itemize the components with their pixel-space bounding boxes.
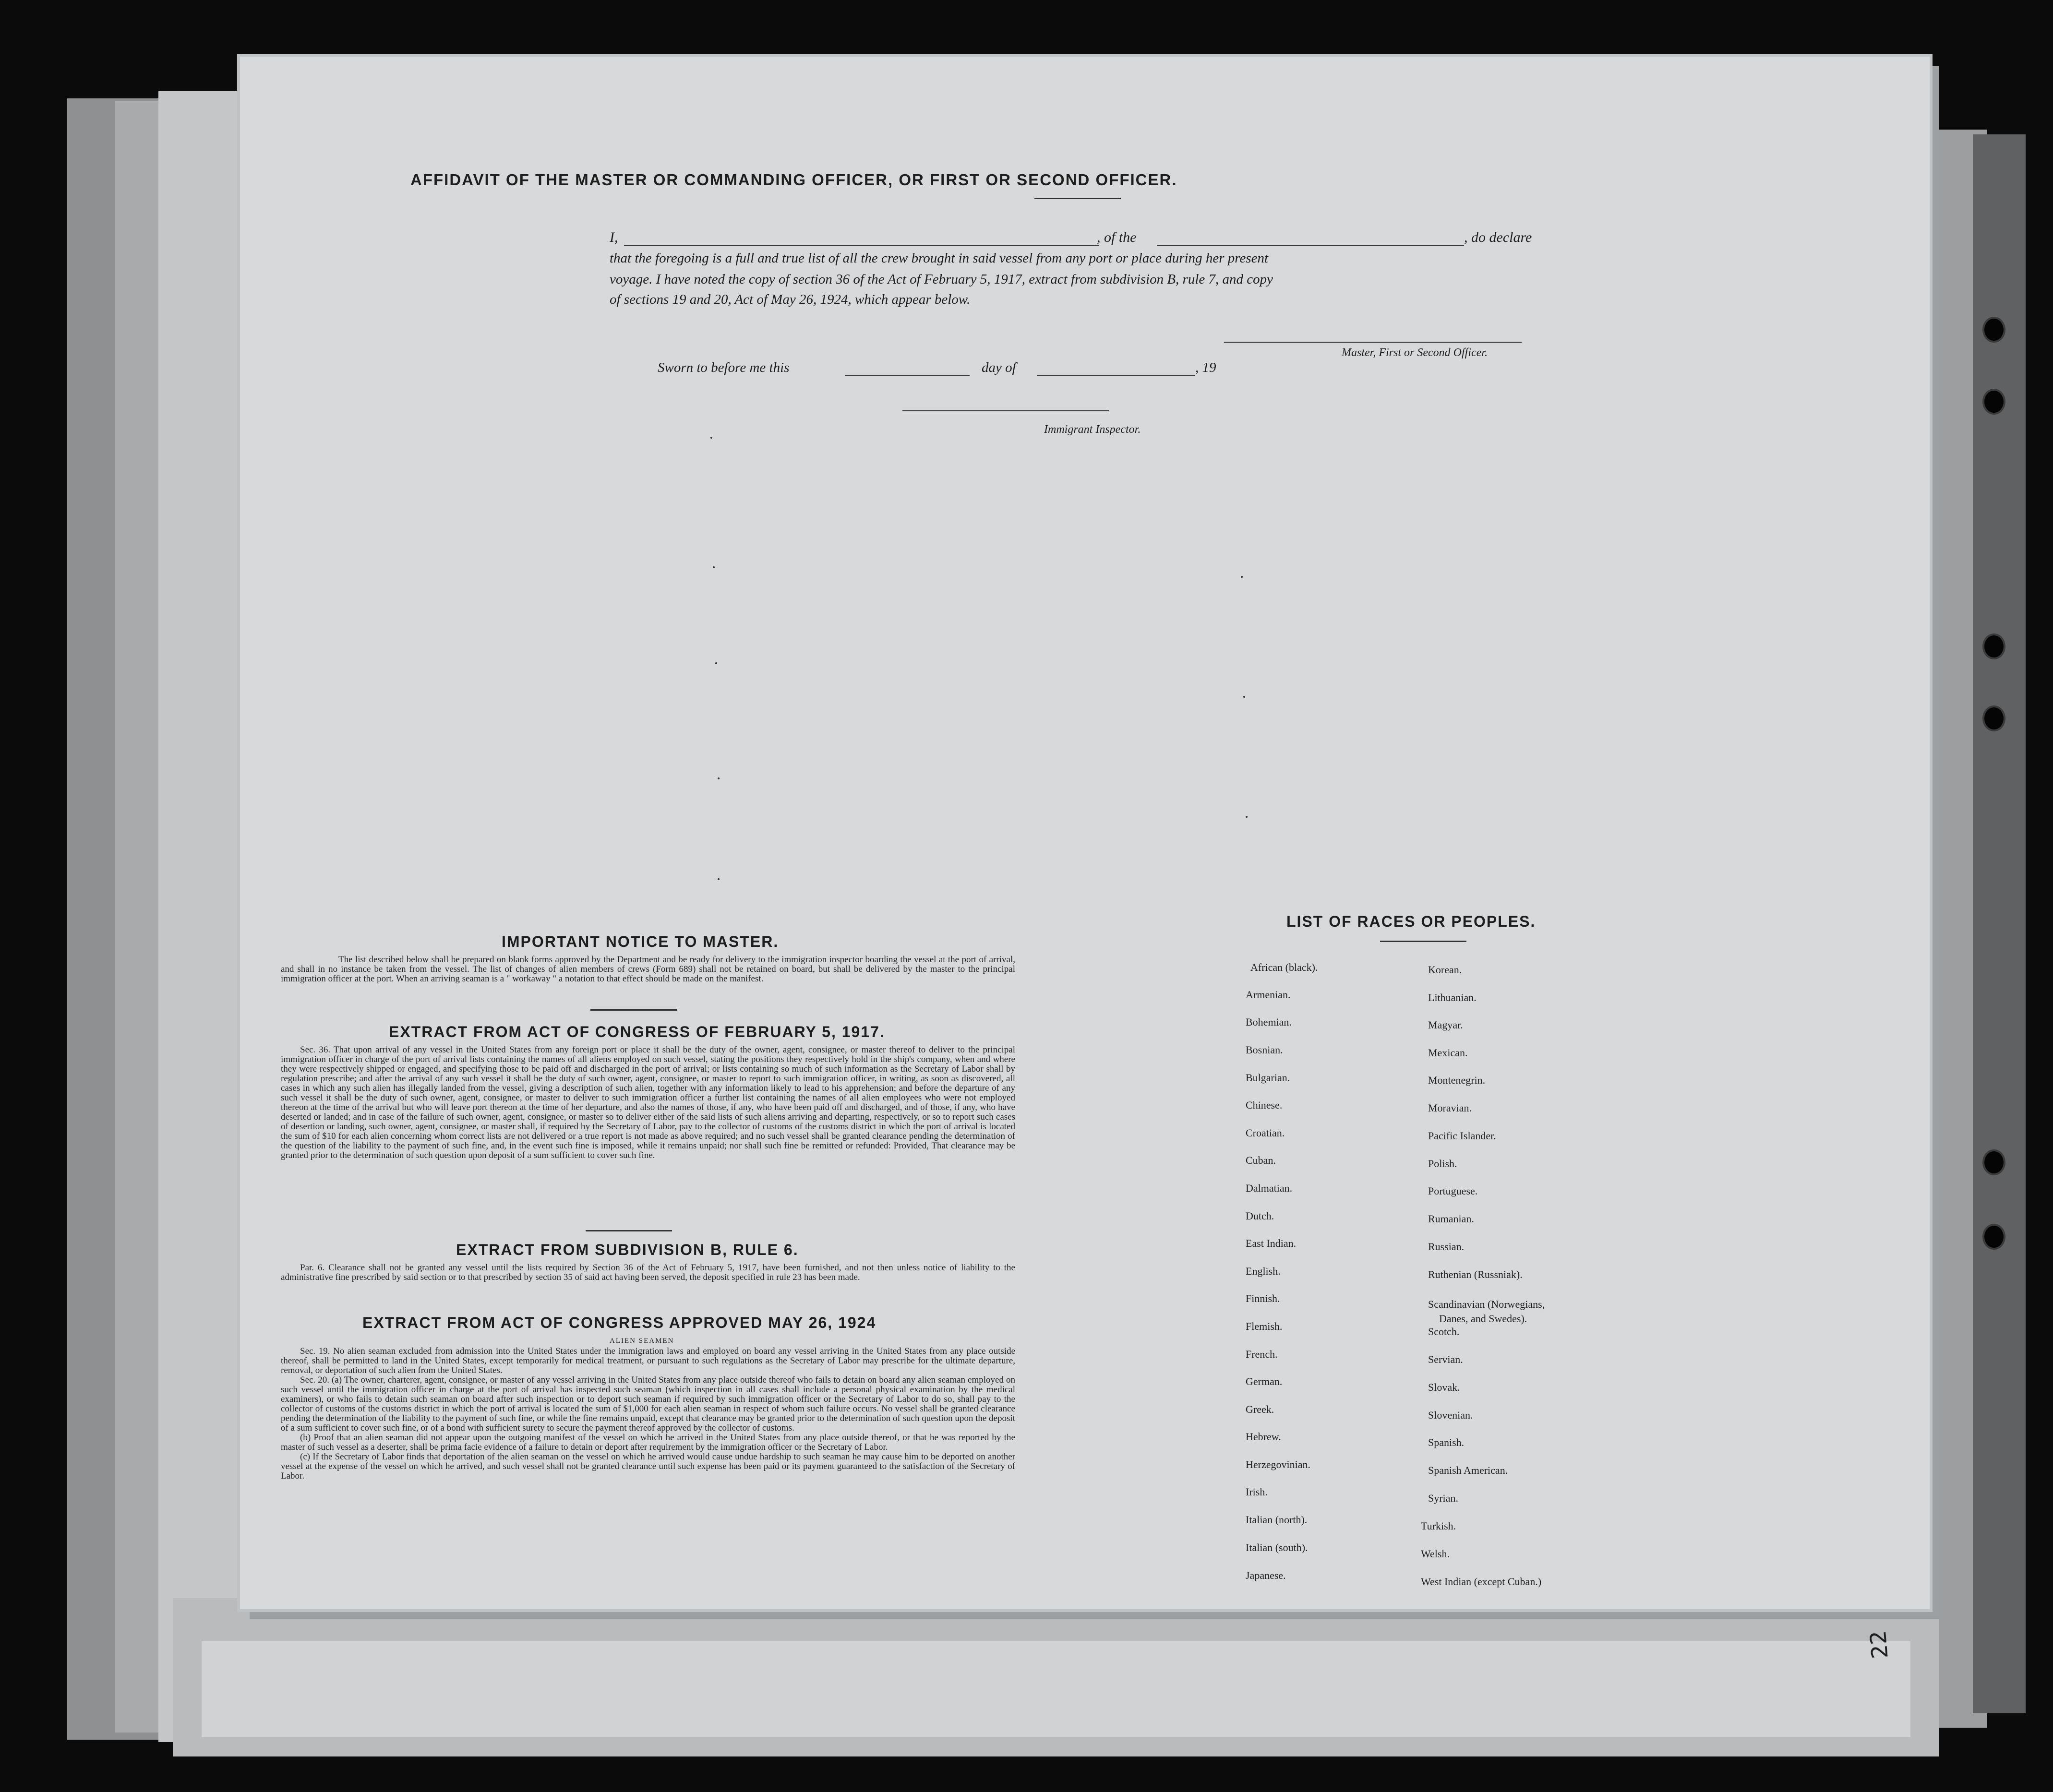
inspector-label: Immigrant Inspector.: [1044, 423, 1141, 436]
affidavit-line-4: of sections 19 and 20, Act of May 26, 1924, which appear below.: [610, 292, 971, 307]
affidavit-of-the: , of the: [1097, 229, 1137, 245]
race-item: Rumanian.: [1428, 1213, 1474, 1225]
race-item: French.: [1246, 1348, 1278, 1360]
race-item: Japanese.: [1246, 1569, 1286, 1581]
sworn-month-line: [1037, 375, 1195, 376]
race-item: Italian (south).: [1246, 1541, 1308, 1553]
race-item: Irish.: [1246, 1486, 1268, 1498]
bleed-mark: [713, 566, 715, 568]
race-item: Lithuanian.: [1428, 992, 1477, 1004]
races-title: LIST OF RACES OR PEOPLES.: [1286, 913, 1536, 930]
notice-divider: [590, 1009, 677, 1011]
sworn-day-line: [845, 375, 970, 376]
bleed-mark: [1246, 816, 1248, 818]
extract1-title: EXTRACT FROM ACT OF CONGRESS OF FEBRUARY 5, 1917.: [389, 1023, 885, 1040]
extract1-body: Sec. 36. That upon arrival of any vessel in the United States from any foreign port or place it shall be the duty of the owner, agent, consignee, or master thereof to deliver to the principal immigration officer in charge of the port of arrival lists containing the names of all aliens employed on such vessel, stating the positions they respectively hold in the ship's company, when and where they were respectively shipped or engaged, and specifying those to be paid off and discharged in the port of arrival; or lists containing so much of such information as the Secretary of Labor shall by regulation prescribe; and after the arrival of any such vessel it shall be the duty of such owner, agent, consignee, or master to report to such immigration officer, in writing, as soon as discovered, all cases in which any such alien has illegally landed from the vessel, giving a description of such alien, together with any information likely to lead to his apprehension; and before the departure of any such vessel it shall be the duty of such owner, agent, consignee, or master to deliver to such immigration officer a further list containing the names of all alien employees who were not employed thereon at the time of the arrival but who will leave port thereon at the time of her departure, and also the names of those, if any, who have been paid off and discharged, and of those, if any, who have deserted or landed; and in case of the failure of such owner, agent, consignee, or master so to deliver either of the said lists of such aliens arriving and departing, respectively, or so to report such cases of desertion or landing, such owner, agent, consignee, or master shall, if required by the Secretary of Labor, pay to the collector of customs of the customs district in which the port of arrival is located the sum of $10 for each alien concerning whom correct lists are not delivered or a true report is not made as above required; and no such vessel shall be granted clearance pending the determination of the question of the liability to the payment of such fine, and, in the event such fine is imposed, while it remains unpaid; nor shall such fine be remitted or refunded: Provided, That clearance may be granted prior to the determination of such question upon deposit of a sum sufficient to cover such fine.: [281, 1045, 1015, 1160]
sec20a-text: Sec. 20. (a) The owner, charterer, agent, consignee, or master of any vessel arriving in the United States from any place outside thereof who fails to detain on board any alien seaman employed on such vessel until the immigration officer in charge at the port of arrival has inspected such seaman (which inspection in all cases shall include a personal physical examination by the medical examiners), or who fails to detain such seaman on board after such inspection or to deport such seaman if required by such immigration officer or the Secretary of Labor to do so, shall pay to the collector of customs of the customs district in which the port of arrival is located the sum of $1,000 for each alien seaman in respect of whom such failure occurs. No vessel shall be granted clearance pending the determination of the liability to the payment of such fine, or while the fine remains unpaid, except that clearance may be granted prior to the determination of such question upon the deposit of a sum sufficient to cover such fine, or of a bond with sufficient surety to secure the payment thereof approved by the collector of customs.: [281, 1375, 1015, 1433]
race-item: Spanish.: [1428, 1436, 1465, 1448]
race-item: Croatian.: [1246, 1127, 1285, 1139]
race-item: Slovenian.: [1428, 1409, 1473, 1421]
binding-hole-dark: [1982, 317, 2005, 343]
vessel-blank-line: [1157, 245, 1464, 246]
title-divider: [1034, 198, 1121, 199]
bleed-mark: [1241, 576, 1243, 578]
master-signature-line: [1224, 342, 1522, 343]
extract3-title: EXTRACT FROM ACT OF CONGRESS APPROVED MAY 26, 1924: [362, 1314, 876, 1331]
affidavit-i-label: I,: [610, 229, 618, 245]
race-item: Montenegrin.: [1428, 1074, 1486, 1086]
margin-page-number: 22: [1864, 1629, 1893, 1660]
master-signature-label: Master, First or Second Officer.: [1342, 346, 1488, 359]
sec20b-text: (b) Proof that an alien seaman did not appear upon the outgoing manifest of the vessel on which he arrived in the United States from any place outside thereof, or that he was reported by the master of such vessel as a deserter, shall be prima facie evidence of a failure to detain or deport after requirement by the immigration officer or the Secretary of Labor.: [281, 1433, 1015, 1452]
affidavit-do-declare: , do declare: [1464, 229, 1532, 245]
race-item: Turkish.: [1421, 1520, 1456, 1532]
binding-hole-dark: [1982, 1224, 2005, 1250]
race-item: Magyar.: [1428, 1019, 1463, 1031]
race-item: Dalmatian.: [1246, 1182, 1293, 1194]
race-item: Slovak.: [1428, 1381, 1460, 1393]
race-item: Spanish American.: [1428, 1464, 1508, 1476]
race-item: Greek.: [1246, 1403, 1274, 1415]
race-item: English.: [1246, 1265, 1281, 1277]
extract3-subtitle: ALIEN SEAMEN: [610, 1337, 674, 1345]
race-item: Cuban.: [1246, 1154, 1276, 1166]
sec20c-text: (c) If the Secretary of Labor finds that deportation of the alien seaman on the vessel on which he arrived would cause undue hardship to such seaman he may cause him to be deported on another vessel at the expense of the vessel on which he arrived, and such vessel shall not be granted clearance until such expense has been paid or its payment guaranteed to the satisfaction of the Secretary of Labor.: [281, 1452, 1015, 1481]
binding-hole-dark: [1982, 705, 2005, 731]
back-page-right-2: [1973, 134, 2026, 1713]
extract1-divider: [586, 1230, 672, 1231]
race-item: Bosnian.: [1246, 1044, 1283, 1056]
extract2-body: Par. 6. Clearance shall not be granted any vessel until the lists required by Section 36 of the Act of February 5, 1917, have been furnished, and not then unless notice of liability to the administrative fine prescribed by said section or to that prescribed by section 35 of said act having been served, the deposit specified in rule 23 has been made.: [281, 1263, 1015, 1282]
race-item: Pacific Islander.: [1428, 1130, 1496, 1142]
back-page-left-3: [158, 91, 250, 1742]
race-item: Bulgarian.: [1246, 1072, 1290, 1084]
binding-hole-dark: [1982, 633, 2005, 659]
race-scandinavian-continued: Danes, and Swedes).: [1439, 1313, 1527, 1325]
extract3-sec19: [281, 1347, 1015, 1481]
race-item: Scandinavian (Norwegians,: [1428, 1298, 1545, 1310]
race-item: Herzegovinian.: [1246, 1458, 1310, 1470]
affidavit-line-2: that the foregoing is a full and true list of all the crew brought in said vessel from any port or place during her present: [610, 251, 1269, 266]
year-label: , 19: [1195, 360, 1216, 375]
back-page-bottom-2: [202, 1641, 1910, 1737]
binding-hole-dark: [1982, 1149, 2005, 1175]
race-item: Welsh.: [1421, 1548, 1450, 1560]
bleed-mark: [710, 437, 712, 439]
race-item: Hebrew.: [1246, 1431, 1281, 1443]
race-item: Armenian.: [1246, 989, 1291, 1001]
day-of-label: day of: [982, 360, 1016, 375]
sec19-text: Sec. 19. No alien seaman excluded from admission into the United States under the immigration laws and employed on board any vessel arriving in the United States from any place outside thereof, shall be permitted to land in the United States, except temporarily for medical treatment, or pursuant to such regulations as the Secretary of Labor may prescribe for the ultimate departure, removal, or deportation of such alien from the United States.: [281, 1346, 1015, 1375]
race-item: Moravian.: [1428, 1102, 1472, 1114]
bleed-mark: [718, 777, 720, 779]
race-item: Bohemian.: [1246, 1016, 1292, 1028]
affidavit-title: AFFIDAVIT OF THE MASTER OR COMMANDING OFFICER, OR FIRST OR SECOND OFFICER.: [410, 171, 1177, 189]
race-item: Chinese.: [1246, 1099, 1283, 1111]
extract2-title: EXTRACT FROM SUBDIVISION B, RULE 6.: [456, 1241, 799, 1258]
race-item: Mexican.: [1428, 1047, 1468, 1059]
binding-hole-dark: [1982, 389, 2005, 415]
race-item: Italian (north).: [1246, 1514, 1308, 1526]
race-item: Dutch.: [1246, 1210, 1274, 1222]
bleed-mark: [718, 878, 720, 880]
name-blank-line: [624, 245, 1099, 246]
race-item: West Indian (except Cuban.): [1421, 1576, 1542, 1588]
race-item: Finnish.: [1246, 1292, 1280, 1304]
race-item: African (black).: [1250, 961, 1318, 973]
race-item: East Indian.: [1246, 1237, 1297, 1249]
race-item: Russian.: [1428, 1241, 1465, 1253]
affidavit-line-3: voyage. I have noted the copy of section 36 of the Act of February 5, 1917, extract from subdivision B, rule 7, and copy: [610, 272, 1273, 287]
race-item: Scotch.: [1428, 1326, 1460, 1338]
notice-body: The list described below shall be prepared on blank forms approved by the Department and be ready for delivery to the immigration inspector boarding the vessel at the port of arrival, and shall in no instance be taken from the vessel. The list of changes of alien members of crews (Form 689) shall not be retained on board, but shall be delivered by the master to the principal immigration officer at the port. When an arriving seaman is a " workaway " a notation to that effect should be made on the manifest.: [281, 955, 1015, 984]
inspector-signature-line: [902, 410, 1109, 411]
bleed-mark: [715, 662, 717, 664]
race-item: German.: [1246, 1375, 1283, 1387]
race-item: Ruthenian (Russniak).: [1428, 1268, 1523, 1280]
race-item: Flemish.: [1246, 1320, 1283, 1332]
notice-title: IMPORTANT NOTICE TO MASTER.: [502, 933, 779, 950]
race-item: Portuguese.: [1428, 1185, 1478, 1197]
race-item: Korean.: [1428, 964, 1462, 976]
bleed-mark: [1243, 696, 1245, 698]
race-item: Polish.: [1428, 1158, 1457, 1170]
race-item: Servian.: [1428, 1353, 1463, 1365]
race-item: Syrian.: [1428, 1492, 1458, 1504]
races-divider: [1380, 941, 1466, 942]
sworn-label: Sworn to before me this: [658, 360, 790, 375]
